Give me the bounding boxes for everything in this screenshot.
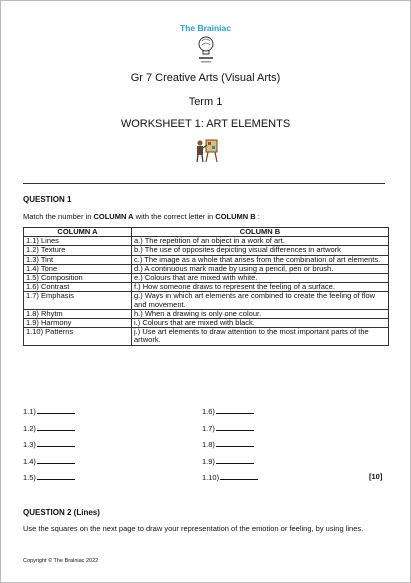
answer-label: 1.7) (202, 424, 215, 433)
copyright-notice: Copyright © The Brainiac 2022 (23, 558, 99, 564)
worksheet-title: WORKSHEET 1: ART ELEMENTS (120, 118, 291, 130)
column-b-cell: a.) The repetition of an object in a work of art. (132, 237, 389, 246)
column-b-cell: d.) A continuous mark made by using a pencil, pen or brush. (132, 264, 389, 273)
subject-title: Gr 7 Creative Arts (Visual Arts) (130, 72, 281, 84)
answer-blank[interactable] (37, 440, 75, 447)
table-row (24, 255, 389, 264)
answer-blank[interactable] (37, 473, 75, 480)
answer-blank[interactable] (216, 440, 254, 447)
column-b-cell: g.) Ways in which art elements are combined to create the feeling of flow and movement. (132, 292, 389, 309)
question1-instruction (23, 212, 260, 221)
lightbulb-logo-icon (195, 35, 217, 65)
question1-heading: QUESTION 1 (23, 195, 72, 204)
answer-1-5[interactable] (23, 473, 75, 482)
instruction-text: : (255, 212, 260, 221)
answer-label: 1.5) (23, 473, 36, 482)
table-row (24, 328, 389, 345)
answer-1-1[interactable] (23, 407, 75, 416)
answer-1-2[interactable] (23, 424, 75, 433)
column-a-cell: 1.9) Harmony (24, 319, 132, 328)
column-a-header: COLUMN A (24, 228, 132, 237)
question2-heading: QUESTION 2 (Lines) (23, 508, 100, 517)
matching-table (23, 227, 389, 346)
answer-1-3[interactable] (23, 440, 75, 449)
painter-at-easel-icon (193, 137, 219, 163)
answer-1-9[interactable] (202, 457, 254, 466)
column-b-cell: b.) The use of opposites depicting visual differences in artwork (132, 246, 389, 255)
answer-label: 1.8) (202, 440, 215, 449)
term-title: Term 1 (188, 96, 223, 108)
marks-total: [10] (369, 472, 383, 481)
column-a-cell: 1.3) Tint (24, 255, 132, 264)
column-a-cell: 1.2) Texture (24, 246, 132, 255)
answer-1-10[interactable] (202, 473, 258, 482)
answer-label: 1.9) (202, 457, 215, 466)
instruction-column-b: COLUMN B (215, 212, 256, 221)
brand-name: The Brainiac (179, 23, 232, 33)
question2-text: Use the squares on the next page to draw your representation of the emotion or feeling, by using lines. (23, 524, 364, 533)
instruction-text: Match the number in (23, 212, 94, 221)
column-b-cell: j.) Use art elements to draw attention to the most important parts of the artwork. (132, 328, 389, 345)
answer-label: 1.1) (23, 407, 36, 416)
answer-label: 1.3) (23, 440, 36, 449)
answer-blank[interactable] (37, 407, 75, 414)
column-b-header: COLUMN B (132, 228, 389, 237)
column-a-cell: 1.4) Tone (24, 264, 132, 273)
answer-label: 1.4) (23, 457, 36, 466)
instruction-column-a: COLUMN A (93, 212, 134, 221)
answer-blank[interactable] (216, 424, 254, 431)
answer-blank[interactable] (220, 473, 258, 480)
answer-1-6[interactable] (202, 407, 254, 416)
answer-1-7[interactable] (202, 424, 254, 433)
answer-label: 1.6) (202, 407, 215, 416)
table-row (24, 292, 389, 309)
answer-blank[interactable] (37, 457, 75, 464)
divider (23, 183, 385, 184)
answer-blank[interactable] (216, 407, 254, 414)
answer-blank[interactable] (37, 424, 75, 431)
column-b-cell: i.) Colours that are mixed with black. (132, 319, 389, 328)
answer-label: 1.2) (23, 424, 36, 433)
column-a-cell: 1.7) Emphasis (24, 292, 132, 309)
column-a-cell: 1.10) Patterns (24, 328, 132, 345)
column-b-cell: c.) The image as a whole that arises from the combination of art elements. (132, 255, 389, 264)
answer-label: 1.10) (202, 473, 220, 482)
column-a-cell: 1.5) Composition (24, 274, 132, 283)
answer-blank[interactable] (216, 457, 254, 464)
column-b-cell: e.) Colours that are mixed with white. (132, 274, 389, 283)
table-row (24, 246, 389, 255)
answer-1-4[interactable] (23, 457, 75, 466)
answer-1-8[interactable] (202, 440, 254, 449)
column-b-cell: f.) How someone draws to represent the feeling of a surface. (132, 283, 389, 292)
column-a-cell: 1.1) Lines (24, 237, 132, 246)
column-a-cell: 1.8) Rhytm (24, 309, 132, 318)
instruction-text: with the correct letter in (133, 212, 216, 221)
column-b-cell: h.) When a drawing is only one colour. (132, 309, 389, 318)
column-a-cell: 1.6) Contrast (24, 283, 132, 292)
